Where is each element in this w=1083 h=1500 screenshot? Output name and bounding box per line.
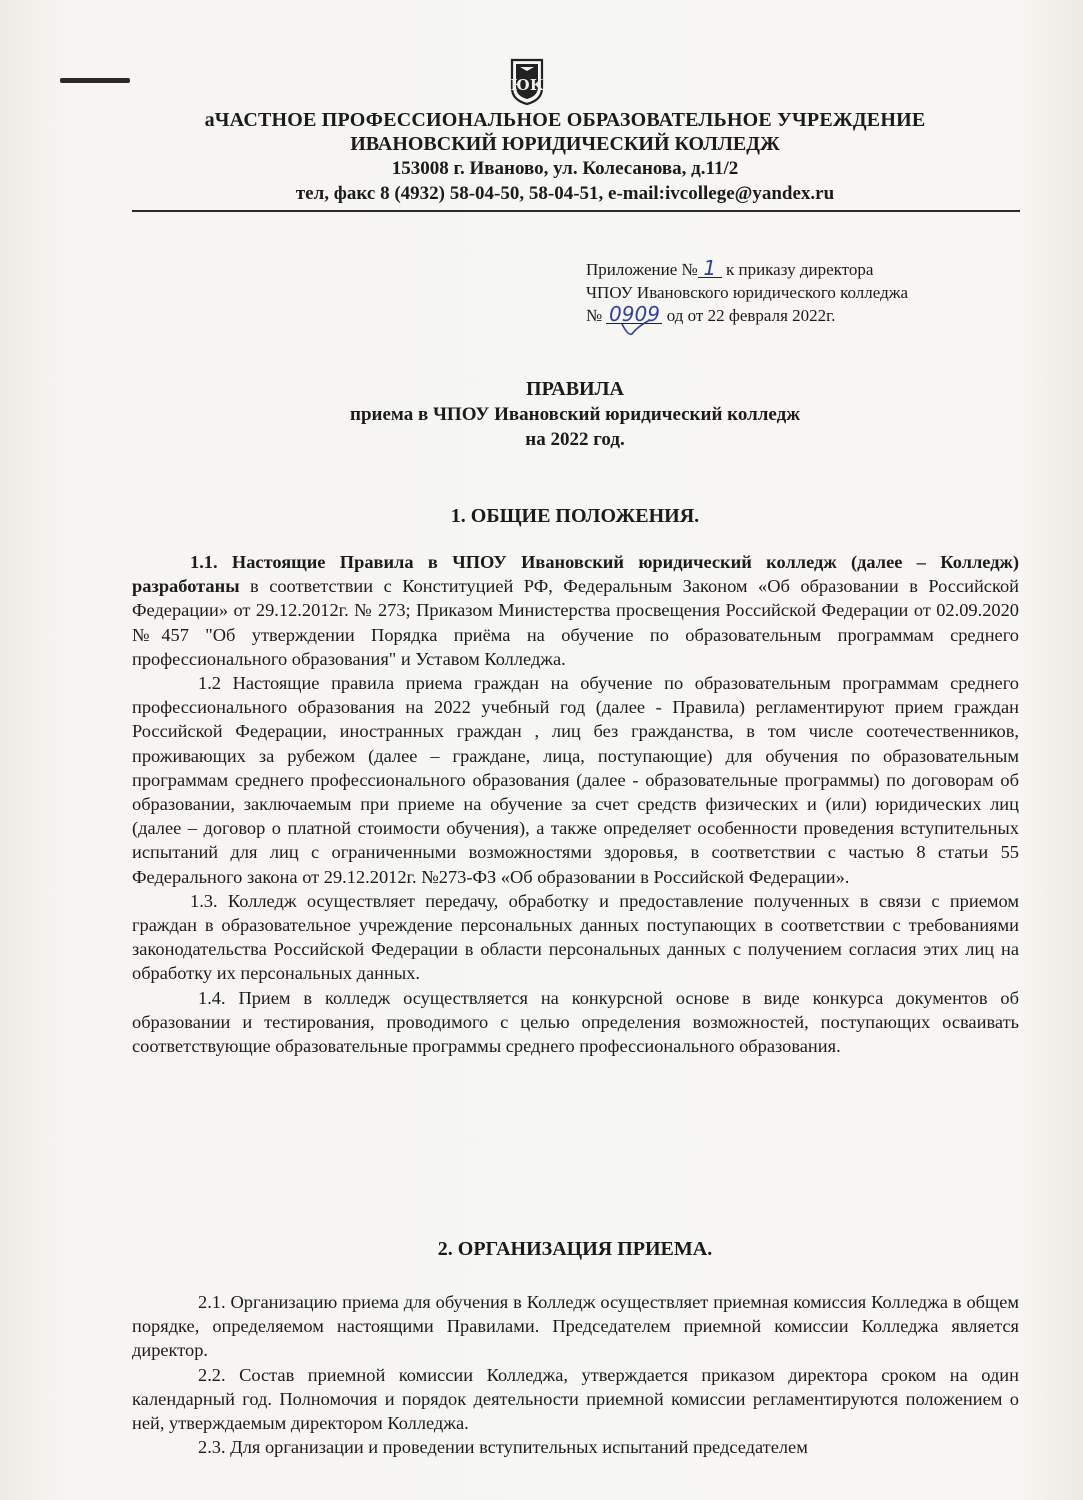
letterhead bbox=[130, 108, 1000, 206]
paragraph-1-1-text: в соответствии с Конституцией РФ, Федеральным Законом «Об образовании в Российской Федерации» от 29.12.2012г. № 273; Приказом Министерства просвещения Российской Федерации от 02.09.2020 №457 "Об утверждении Порядка приёма на обучение по образовательным программам среднего профессионального образования" и Уставом Колледжа. bbox=[132, 576, 1019, 669]
title-main: ПРАВИЛА bbox=[526, 378, 624, 400]
paragraph-1-1 bbox=[132, 550, 1019, 671]
appendix-number: 1 bbox=[698, 259, 722, 278]
org-address: 153008 г. Иваново, ул. Колесанова, д.11/2 bbox=[391, 158, 739, 179]
section-1-body bbox=[132, 550, 1019, 1058]
letterhead-divider bbox=[132, 210, 1020, 212]
paragraph-1-3: 1.3. Колледж осуществляет передачу, обработку и предоставление полученных в связи с приемом граждан в образовательное учреждение персональных данных поступающих в соответствии с требованиями законодательства Российской Федерации в области персональных данных с получением согласия этих лиц на обработку их персональных данных. bbox=[132, 890, 1019, 984]
org-name-line2: ИВАНОВСКИЙ ЮРИДИЧЕСКИЙ КОЛЛЕДЖ bbox=[350, 133, 780, 155]
order-prefix: № bbox=[586, 306, 603, 325]
margin-mark bbox=[60, 78, 130, 83]
logo-letters: ЮК bbox=[510, 76, 544, 94]
order-date: од от 22 февраля 2022г. bbox=[666, 306, 836, 325]
handwritten-check-icon bbox=[620, 318, 652, 338]
title-sub1: приема в ЧПОУ Ивановский юридический колледж bbox=[350, 404, 800, 425]
paragraph-2-2: 2.2. Состав приемной комиссии Колледжа, утверждается приказом директора сроком на один календарный год. Полномочия и порядок деятельности приемной комиссии регламентируются положением о ней, утверждаемым директором Колледжа. bbox=[132, 1364, 1019, 1434]
title-sub2: на 2022 год. bbox=[525, 429, 625, 450]
appendix-suffix: к приказу директора bbox=[725, 260, 874, 279]
appendix-line2: ЧПОУ Ивановского юридического колледжа bbox=[586, 283, 909, 302]
section-2-body bbox=[132, 1290, 1019, 1459]
paragraph-1-2: 1.2 Настоящие правила приема граждан на обучение по образовательным программам среднего профессионального образования на 2022 учебный год (далее - Правила) регламентируют прием граждан Российской Федерации, иностранных граждан , лиц без гражданства, в том числе соотечественников, проживающих за рубежом (далее – граждане, лица, поступающие) для обучения по образовательным программам среднего профессионального образования (далее - образовательные программы) по договорам об образовании, заключаемым при приеме на обучение за счет средств физических и (или) юридических лиц (далее – договор о платной стоимости обучения), а также определяет особенности проведения вступительных испытаний для лиц с ограниченными возможностями здоровья, в соответствии с частью 8 статьи 55 Федерального закона от 29.12.2012г. №273-ФЗ «Об образовании в Российской Федерации». bbox=[132, 673, 1019, 887]
college-logo-icon bbox=[508, 58, 546, 106]
paragraph-2-1: 2.1. Организацию приема для обучения в Колледж осуществляет приемная комиссия Колледжа в общем порядке, определяемом настоящими Правилами. Председателем приемной комиссии Колледжа является директор. bbox=[132, 1292, 1019, 1361]
document-title bbox=[130, 376, 1020, 452]
order-number: 0909 bbox=[606, 305, 662, 324]
org-name-line1: аЧАСТНОЕ ПРОФЕССИОНАЛЬНОЕ ОБРАЗОВАТЕЛЬНОЕ УЧРЕЖДЕНИЕ bbox=[204, 109, 926, 131]
appendix-line1 bbox=[586, 258, 1026, 281]
paragraph-2-3: 2.3. Для организации и проведении вступительных испытаний председателем bbox=[198, 1437, 808, 1458]
paragraph-1-4: 1.4. Прием в колледж осуществляется на конкурсной основе в виде конкурса документов об образовании и тестирования, проводимого с целью определения возможностей, поступающих осваивать соответствующие образовательные программы среднего профессионального образования. bbox=[132, 987, 1019, 1057]
appendix-prefix: Приложение № bbox=[586, 260, 698, 279]
appendix-line3 bbox=[586, 304, 1026, 327]
paragraph-1-1-lead: 1.1. Настоящие Правила в ЧПОУ Ивановский юридический колледж (далее – Колледж) разработаны bbox=[132, 552, 1019, 597]
section-1-heading: 1. ОБЩИЕ ПОЛОЖЕНИЯ. bbox=[450, 505, 700, 527]
section-2-heading: 2. ОРГАНИЗАЦИЯ ПРИЕМА. bbox=[437, 1238, 713, 1260]
org-contacts: тел, факс 8 (4932) 58-04-50, 58-04-51, e-mail:ivcollege@yandex.ru bbox=[295, 183, 835, 204]
appendix-note bbox=[586, 258, 1026, 327]
